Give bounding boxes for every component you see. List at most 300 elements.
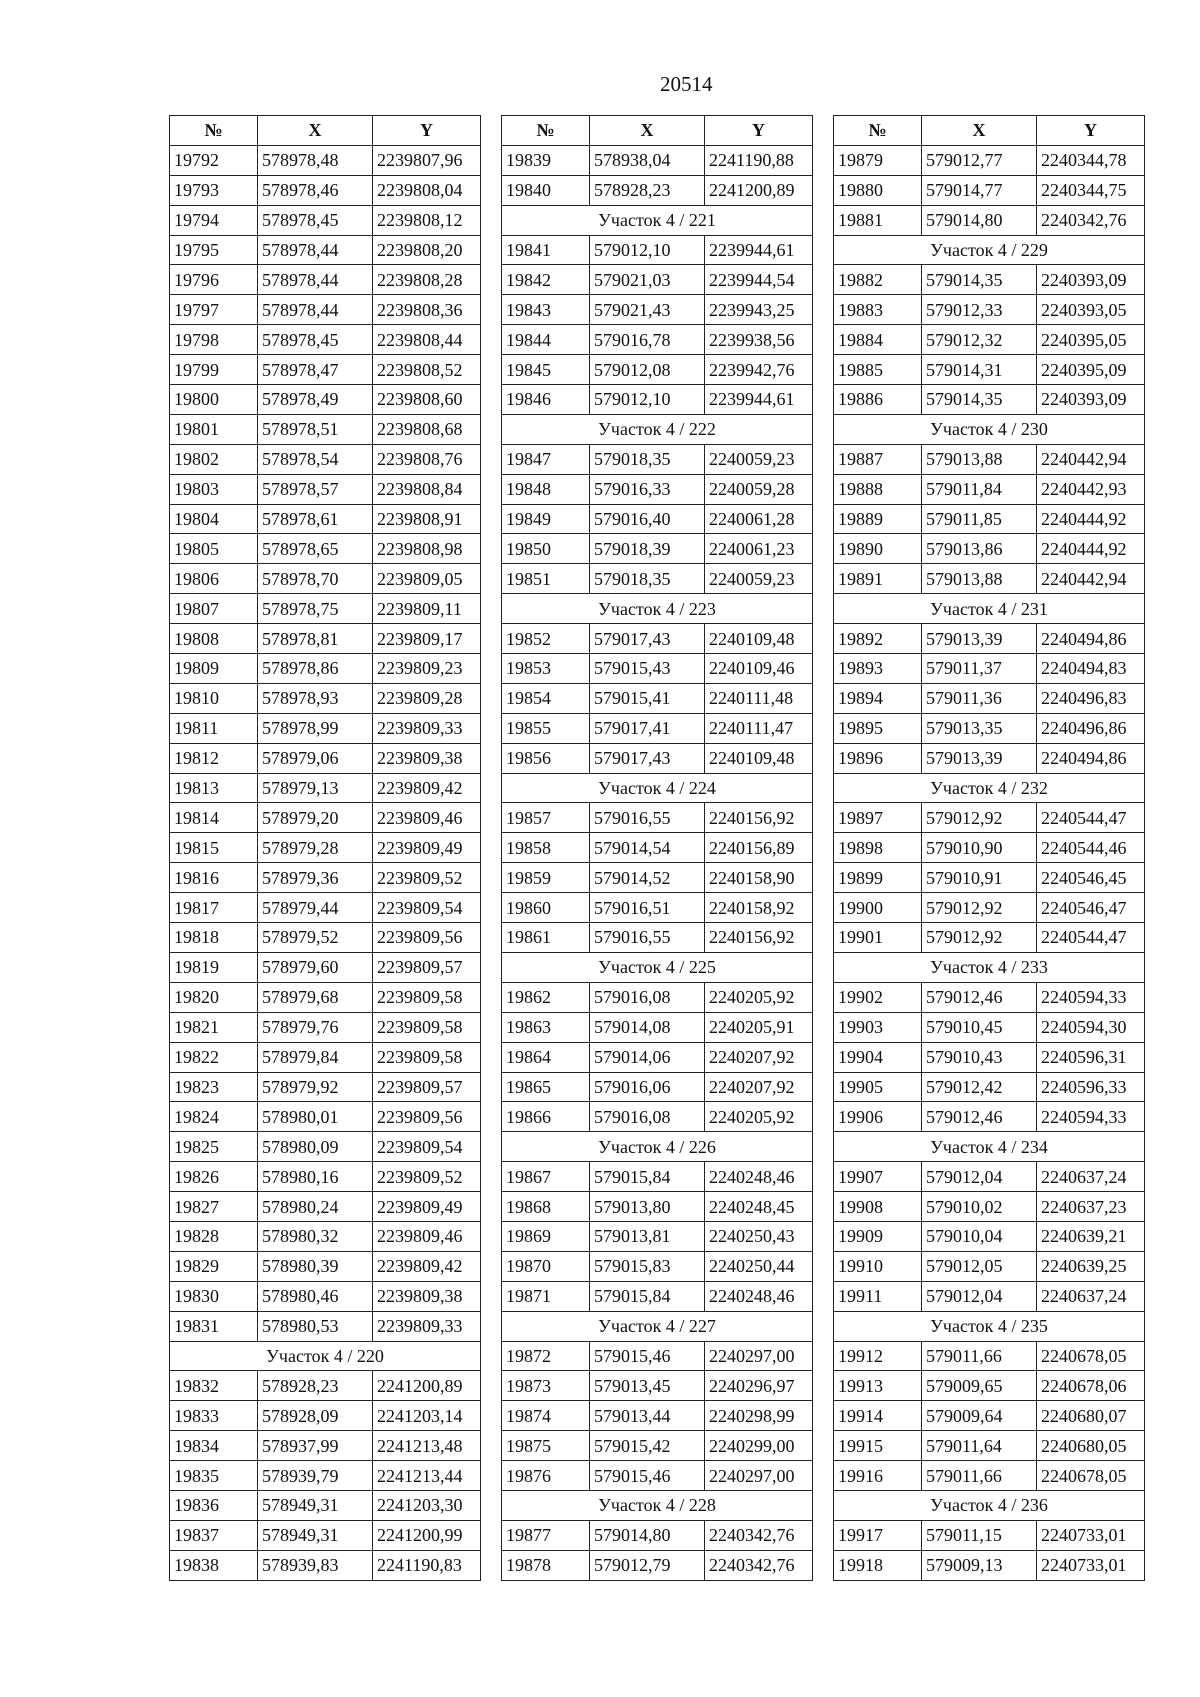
- y-coordinate: 2239808,28: [373, 265, 481, 295]
- table-row: [502, 235, 813, 265]
- point-number: 19817: [170, 893, 258, 923]
- coordinates-table-2: [501, 115, 813, 1581]
- point-number: 19822: [170, 1042, 258, 1072]
- x-coordinate: 578939,83: [258, 1550, 373, 1580]
- point-number: 19819: [170, 952, 258, 982]
- x-coordinate: 579013,39: [922, 624, 1037, 654]
- table-row: [502, 1251, 813, 1281]
- point-number: 19834: [170, 1431, 258, 1461]
- x-coordinate: 579013,81: [590, 1221, 705, 1251]
- section-title: Участок 4 / 225: [502, 952, 813, 982]
- point-number: 19882: [834, 265, 922, 295]
- table-header-row: [502, 116, 813, 146]
- x-coordinate: 579013,44: [590, 1401, 705, 1431]
- x-coordinate: 579016,55: [590, 803, 705, 833]
- point-number: 19895: [834, 713, 922, 743]
- table-row: [834, 145, 1145, 175]
- section-title: Участок 4 / 221: [502, 205, 813, 235]
- x-coordinate: 578978,54: [258, 444, 373, 474]
- section-row: [834, 773, 1145, 803]
- x-coordinate: 578978,49: [258, 385, 373, 415]
- x-coordinate: 578980,53: [258, 1311, 373, 1341]
- section-row: [502, 773, 813, 803]
- point-number: 19861: [502, 923, 590, 953]
- x-coordinate: 578979,60: [258, 952, 373, 982]
- x-coordinate: 579014,08: [590, 1012, 705, 1042]
- x-coordinate: 579016,06: [590, 1072, 705, 1102]
- y-coordinate: 2240442,94: [1037, 444, 1145, 474]
- table-row: [170, 175, 481, 205]
- table-row: [502, 1401, 813, 1431]
- x-coordinate: 579011,36: [922, 683, 1037, 713]
- table-row: [834, 355, 1145, 385]
- y-coordinate: 2240342,76: [705, 1550, 813, 1580]
- section-title: Участок 4 / 222: [502, 414, 813, 444]
- point-number: 19799: [170, 355, 258, 385]
- y-coordinate: 2240733,01: [1037, 1520, 1145, 1550]
- table-row: [170, 743, 481, 773]
- table-row: [834, 982, 1145, 1012]
- table-row: [170, 1012, 481, 1042]
- point-number: 19816: [170, 863, 258, 893]
- section-title: Участок 4 / 232: [834, 773, 1145, 803]
- point-number: 19899: [834, 863, 922, 893]
- x-coordinate: 579017,43: [590, 624, 705, 654]
- table-row: [834, 713, 1145, 743]
- y-coordinate: 2239809,33: [373, 713, 481, 743]
- x-coordinate: 579013,88: [922, 564, 1037, 594]
- section-title: Участок 4 / 228: [502, 1490, 813, 1520]
- point-number: 19877: [502, 1520, 590, 1550]
- section-row: [502, 952, 813, 982]
- table-row: [834, 1461, 1145, 1491]
- point-number: 19794: [170, 205, 258, 235]
- y-coordinate: 2239809,42: [373, 1251, 481, 1281]
- y-coordinate: 2240111,47: [705, 713, 813, 743]
- y-coordinate: 2239809,54: [373, 1132, 481, 1162]
- x-coordinate: 579014,80: [590, 1520, 705, 1550]
- table-row: [502, 624, 813, 654]
- point-number: 19903: [834, 1012, 922, 1042]
- table-row: [170, 833, 481, 863]
- point-number: 19865: [502, 1072, 590, 1102]
- header-x: X: [922, 116, 1037, 146]
- y-coordinate: 2239808,76: [373, 444, 481, 474]
- point-number: 19908: [834, 1192, 922, 1222]
- table-row: [834, 205, 1145, 235]
- point-number: 19808: [170, 624, 258, 654]
- y-coordinate: 2239809,28: [373, 683, 481, 713]
- section-title: Участок 4 / 226: [502, 1132, 813, 1162]
- point-number: 19904: [834, 1042, 922, 1072]
- point-number: 19914: [834, 1401, 922, 1431]
- y-coordinate: 2239808,68: [373, 414, 481, 444]
- table-row: [502, 1012, 813, 1042]
- table-row: [170, 1221, 481, 1251]
- section-title: Участок 4 / 233: [834, 952, 1145, 982]
- x-coordinate: 578928,23: [258, 1371, 373, 1401]
- x-coordinate: 579021,43: [590, 295, 705, 325]
- table-row: [170, 893, 481, 923]
- point-number: 19826: [170, 1162, 258, 1192]
- y-coordinate: 2240594,30: [1037, 1012, 1145, 1042]
- x-coordinate: 578978,46: [258, 175, 373, 205]
- y-coordinate: 2240596,33: [1037, 1072, 1145, 1102]
- x-coordinate: 579016,55: [590, 923, 705, 953]
- x-coordinate: 579015,46: [590, 1461, 705, 1491]
- point-number: 19863: [502, 1012, 590, 1042]
- x-coordinate: 579014,54: [590, 833, 705, 863]
- y-coordinate: 2240205,91: [705, 1012, 813, 1042]
- point-number: 19812: [170, 743, 258, 773]
- point-number: 19838: [170, 1550, 258, 1580]
- x-coordinate: 578979,13: [258, 773, 373, 803]
- point-number: 19797: [170, 295, 258, 325]
- y-coordinate: 2241190,83: [373, 1550, 481, 1580]
- point-number: 19855: [502, 713, 590, 743]
- point-number: 19915: [834, 1431, 922, 1461]
- point-number: 19864: [502, 1042, 590, 1072]
- section-title: Участок 4 / 227: [502, 1311, 813, 1341]
- x-coordinate: 578978,44: [258, 235, 373, 265]
- y-coordinate: 2239809,46: [373, 803, 481, 833]
- y-coordinate: 2240637,24: [1037, 1281, 1145, 1311]
- x-coordinate: 578978,45: [258, 325, 373, 355]
- section-title: Участок 4 / 235: [834, 1311, 1145, 1341]
- x-coordinate: 578978,86: [258, 654, 373, 684]
- x-coordinate: 578978,70: [258, 564, 373, 594]
- table-row: [170, 1461, 481, 1491]
- table-row: [170, 355, 481, 385]
- x-coordinate: 579014,31: [922, 355, 1037, 385]
- table-row: [170, 594, 481, 624]
- x-coordinate: 578928,23: [590, 175, 705, 205]
- point-number: 19860: [502, 893, 590, 923]
- point-number: 19833: [170, 1401, 258, 1431]
- y-coordinate: 2239943,25: [705, 295, 813, 325]
- section-row: [502, 1490, 813, 1520]
- y-coordinate: 2239809,57: [373, 1072, 481, 1102]
- point-number: 19839: [502, 145, 590, 175]
- x-coordinate: 578980,09: [258, 1132, 373, 1162]
- section-title: Участок 4 / 231: [834, 594, 1145, 624]
- table-row: [170, 1371, 481, 1401]
- point-number: 19837: [170, 1520, 258, 1550]
- table-row: [170, 1550, 481, 1580]
- y-coordinate: 2240109,48: [705, 743, 813, 773]
- table-row: [834, 923, 1145, 953]
- header-x: X: [258, 116, 373, 146]
- point-number: 19854: [502, 683, 590, 713]
- table-row: [502, 474, 813, 504]
- y-coordinate: 2240250,44: [705, 1251, 813, 1281]
- table-row: [502, 1042, 813, 1072]
- x-coordinate: 579011,66: [922, 1341, 1037, 1371]
- y-coordinate: 2241203,14: [373, 1401, 481, 1431]
- table-row: [502, 1550, 813, 1580]
- table-row: [502, 564, 813, 594]
- point-number: 19806: [170, 564, 258, 594]
- point-number: 19802: [170, 444, 258, 474]
- y-coordinate: 2239809,23: [373, 654, 481, 684]
- x-coordinate: 579012,46: [922, 982, 1037, 1012]
- x-coordinate: 579012,04: [922, 1281, 1037, 1311]
- table-row: [834, 1192, 1145, 1222]
- point-number: 19858: [502, 833, 590, 863]
- y-coordinate: 2240344,78: [1037, 145, 1145, 175]
- table-row: [170, 773, 481, 803]
- point-number: 19815: [170, 833, 258, 863]
- point-number: 19885: [834, 355, 922, 385]
- table-row: [502, 982, 813, 1012]
- y-coordinate: 2239809,57: [373, 952, 481, 982]
- x-coordinate: 579012,32: [922, 325, 1037, 355]
- point-number: 19911: [834, 1281, 922, 1311]
- header-number: №: [834, 116, 922, 146]
- table-row: [170, 205, 481, 235]
- point-number: 19912: [834, 1341, 922, 1371]
- x-coordinate: 578978,99: [258, 713, 373, 743]
- x-coordinate: 578980,01: [258, 1102, 373, 1132]
- x-coordinate: 578978,75: [258, 594, 373, 624]
- point-number: 19907: [834, 1162, 922, 1192]
- y-coordinate: 2240494,86: [1037, 743, 1145, 773]
- section-row: [502, 414, 813, 444]
- header-y: Y: [1037, 116, 1145, 146]
- table-row: [170, 414, 481, 444]
- point-number: 19801: [170, 414, 258, 444]
- x-coordinate: 579012,05: [922, 1251, 1037, 1281]
- table-row: [502, 1221, 813, 1251]
- y-coordinate: 2240442,93: [1037, 474, 1145, 504]
- point-number: 19830: [170, 1281, 258, 1311]
- point-number: 19888: [834, 474, 922, 504]
- x-coordinate: 578979,28: [258, 833, 373, 863]
- y-coordinate: 2240297,00: [705, 1341, 813, 1371]
- point-number: 19843: [502, 295, 590, 325]
- point-number: 19829: [170, 1251, 258, 1281]
- x-coordinate: 579013,35: [922, 713, 1037, 743]
- table-row: [834, 385, 1145, 415]
- table-row: [170, 564, 481, 594]
- y-coordinate: 2239808,20: [373, 235, 481, 265]
- x-coordinate: 579014,52: [590, 863, 705, 893]
- y-coordinate: 2240637,24: [1037, 1162, 1145, 1192]
- y-coordinate: 2240678,06: [1037, 1371, 1145, 1401]
- y-coordinate: 2240059,23: [705, 564, 813, 594]
- table-row: [170, 1520, 481, 1550]
- table-row: [502, 355, 813, 385]
- section-row: [502, 205, 813, 235]
- table-row: [170, 1490, 481, 1520]
- x-coordinate: 578928,09: [258, 1401, 373, 1431]
- table-row: [502, 534, 813, 564]
- table-row: [502, 833, 813, 863]
- point-number: 19849: [502, 504, 590, 534]
- x-coordinate: 579017,43: [590, 743, 705, 773]
- table-row: [502, 743, 813, 773]
- table-row: [502, 175, 813, 205]
- table-row: [834, 893, 1145, 923]
- table-row: [502, 1162, 813, 1192]
- point-number: 19884: [834, 325, 922, 355]
- point-number: 19871: [502, 1281, 590, 1311]
- table-row: [502, 1281, 813, 1311]
- header-y: Y: [373, 116, 481, 146]
- x-coordinate: 579012,92: [922, 923, 1037, 953]
- table-row: [834, 325, 1145, 355]
- x-coordinate: 578979,68: [258, 982, 373, 1012]
- x-coordinate: 578949,31: [258, 1520, 373, 1550]
- table-row: [834, 564, 1145, 594]
- y-coordinate: 2239808,12: [373, 205, 481, 235]
- point-number: 19813: [170, 773, 258, 803]
- table-row: [170, 1102, 481, 1132]
- y-coordinate: 2240442,94: [1037, 564, 1145, 594]
- point-number: 19820: [170, 982, 258, 1012]
- point-number: 19902: [834, 982, 922, 1012]
- x-coordinate: 579012,42: [922, 1072, 1037, 1102]
- table-header-row: [170, 116, 481, 146]
- x-coordinate: 579010,04: [922, 1221, 1037, 1251]
- point-number: 19835: [170, 1461, 258, 1491]
- x-coordinate: 579013,80: [590, 1192, 705, 1222]
- x-coordinate: 579015,46: [590, 1341, 705, 1371]
- table-row: [170, 1431, 481, 1461]
- point-number: 19894: [834, 683, 922, 713]
- header-x: X: [590, 116, 705, 146]
- table-row: [170, 504, 481, 534]
- x-coordinate: 579015,42: [590, 1431, 705, 1461]
- point-number: 19900: [834, 893, 922, 923]
- x-coordinate: 578980,16: [258, 1162, 373, 1192]
- x-coordinate: 578937,99: [258, 1431, 373, 1461]
- table-row: [834, 534, 1145, 564]
- point-number: 19836: [170, 1490, 258, 1520]
- point-number: 19862: [502, 982, 590, 1012]
- y-coordinate: 2240296,97: [705, 1371, 813, 1401]
- table-row: [170, 923, 481, 953]
- table-row: [502, 265, 813, 295]
- table-row: [170, 803, 481, 833]
- table-row: [170, 1072, 481, 1102]
- point-number: 19913: [834, 1371, 922, 1401]
- point-number: 19916: [834, 1461, 922, 1491]
- point-number: 19807: [170, 594, 258, 624]
- point-number: 19814: [170, 803, 258, 833]
- table-row: [834, 1341, 1145, 1371]
- table-row: [834, 833, 1145, 863]
- table-row: [170, 624, 481, 654]
- section-title: Участок 4 / 230: [834, 414, 1145, 444]
- y-coordinate: 2240111,48: [705, 683, 813, 713]
- point-number: 19876: [502, 1461, 590, 1491]
- point-number: 19818: [170, 923, 258, 953]
- table-row: [502, 863, 813, 893]
- point-number: 19856: [502, 743, 590, 773]
- x-coordinate: 578978,45: [258, 205, 373, 235]
- y-coordinate: 2239809,46: [373, 1221, 481, 1251]
- point-number: 19918: [834, 1550, 922, 1580]
- x-coordinate: 579011,15: [922, 1520, 1037, 1550]
- table-row: [834, 1042, 1145, 1072]
- table-row: [502, 325, 813, 355]
- x-coordinate: 578979,76: [258, 1012, 373, 1042]
- point-number: 19917: [834, 1520, 922, 1550]
- y-coordinate: 2239808,04: [373, 175, 481, 205]
- y-coordinate: 2239809,49: [373, 833, 481, 863]
- point-number: 19811: [170, 713, 258, 743]
- y-coordinate: 2239808,44: [373, 325, 481, 355]
- y-coordinate: 2239809,58: [373, 1012, 481, 1042]
- x-coordinate: 578938,04: [590, 145, 705, 175]
- point-number: 19809: [170, 654, 258, 684]
- table-row: [834, 1072, 1145, 1102]
- y-coordinate: 2240395,05: [1037, 325, 1145, 355]
- x-coordinate: 579021,03: [590, 265, 705, 295]
- point-number: 19886: [834, 385, 922, 415]
- table-row: [502, 893, 813, 923]
- point-number: 19796: [170, 265, 258, 295]
- x-coordinate: 578979,06: [258, 743, 373, 773]
- x-coordinate: 579014,35: [922, 265, 1037, 295]
- y-coordinate: 2240298,99: [705, 1401, 813, 1431]
- table-row: [502, 803, 813, 833]
- point-number: 19893: [834, 654, 922, 684]
- y-coordinate: 2239808,52: [373, 355, 481, 385]
- y-coordinate: 2240250,43: [705, 1221, 813, 1251]
- table-row: [834, 683, 1145, 713]
- x-coordinate: 579012,33: [922, 295, 1037, 325]
- table-row: [170, 534, 481, 564]
- y-coordinate: 2239809,56: [373, 1102, 481, 1132]
- table-row: [170, 654, 481, 684]
- point-number: 19859: [502, 863, 590, 893]
- y-coordinate: 2240678,05: [1037, 1341, 1145, 1371]
- y-coordinate: 2239944,54: [705, 265, 813, 295]
- y-coordinate: 2239808,91: [373, 504, 481, 534]
- y-coordinate: 2240344,75: [1037, 175, 1145, 205]
- point-number: 19875: [502, 1431, 590, 1461]
- table-row: [502, 683, 813, 713]
- header-number: №: [502, 116, 590, 146]
- table-row: [834, 474, 1145, 504]
- point-number: 19910: [834, 1251, 922, 1281]
- table-row: [834, 1401, 1145, 1431]
- x-coordinate: 579012,46: [922, 1102, 1037, 1132]
- x-coordinate: 579018,39: [590, 534, 705, 564]
- point-number: 19825: [170, 1132, 258, 1162]
- point-number: 19800: [170, 385, 258, 415]
- x-coordinate: 578980,46: [258, 1281, 373, 1311]
- section-row: [834, 1132, 1145, 1162]
- table-row: [170, 1162, 481, 1192]
- table-row: [170, 325, 481, 355]
- table-row: [834, 1550, 1145, 1580]
- point-number: 19841: [502, 235, 590, 265]
- table-row: [834, 1371, 1145, 1401]
- y-coordinate: 2240059,23: [705, 444, 813, 474]
- point-number: 19896: [834, 743, 922, 773]
- table-row: [170, 683, 481, 713]
- x-coordinate: 578979,92: [258, 1072, 373, 1102]
- y-coordinate: 2240637,23: [1037, 1192, 1145, 1222]
- page-number: 20514: [660, 72, 713, 96]
- point-number: 19866: [502, 1102, 590, 1132]
- point-number: 19878: [502, 1550, 590, 1580]
- x-coordinate: 579012,79: [590, 1550, 705, 1580]
- x-coordinate: 579016,33: [590, 474, 705, 504]
